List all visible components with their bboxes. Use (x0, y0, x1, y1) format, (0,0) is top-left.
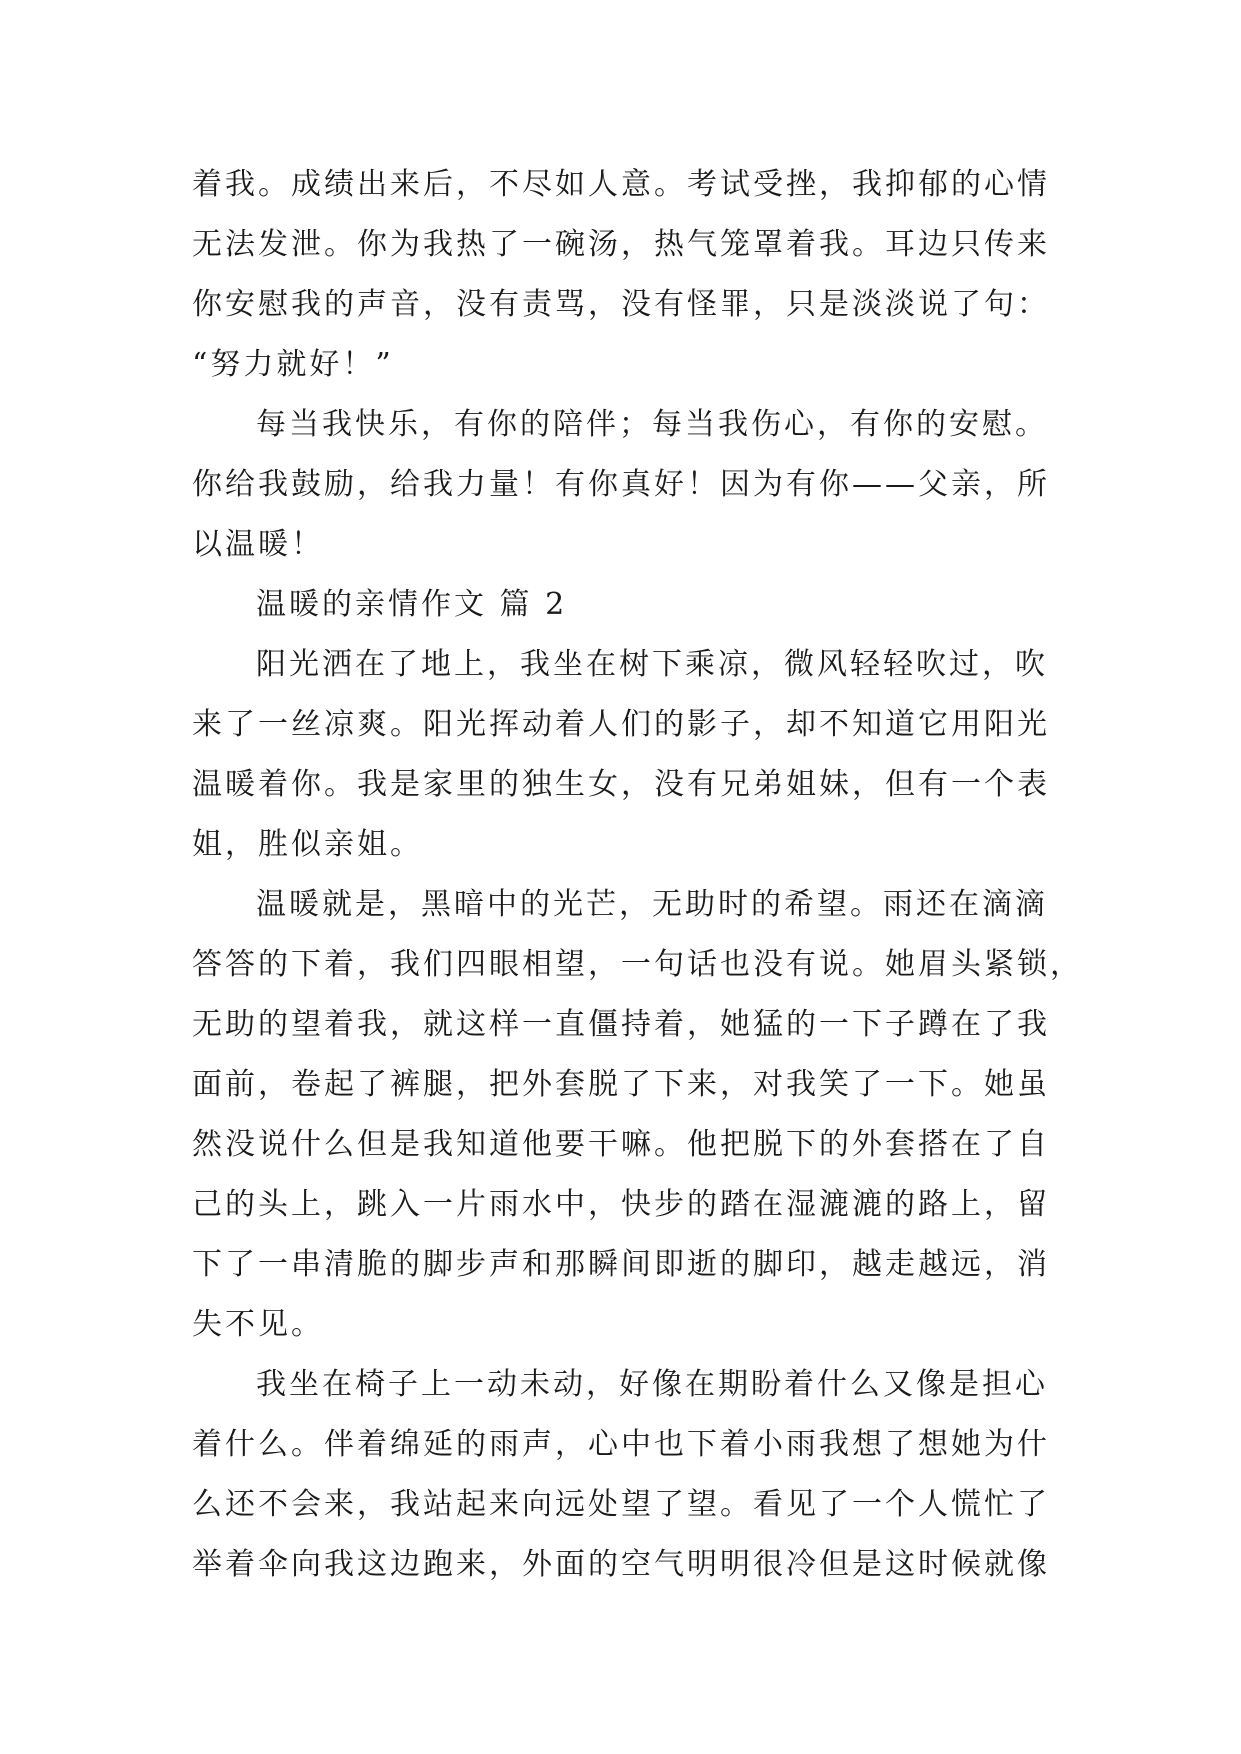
paragraph-line: 然没说什么但是我知道他要干嘛。他把脱下的外套搭在了自 (192, 1127, 1050, 1162)
paragraph-line: 下了一串清脆的脚步声和那瞬间即逝的脚印，越走越远，消 (192, 1247, 1050, 1282)
paragraph-line: 你安慰我的声音，没有责骂，没有怪罪，只是淡淡说了句： (192, 287, 1050, 322)
paragraph-line: 温暖就是，黑暗中的光芒，无助时的希望。雨还在滴滴 (256, 887, 1048, 922)
paragraph-line: 着我。成绩出来后，不尽如人意。考试受挫，我抑郁的心情 (192, 167, 1050, 202)
paragraph-line: 阳光洒在了地上，我坐在树下乘凉，微风轻轻吹过，吹 (256, 647, 1048, 682)
paragraph-line: 你给我鼓励，给我力量！有你真好！因为有你——父亲，所 (192, 467, 1050, 502)
section-heading: 温暖的亲情作文 篇 2 (256, 587, 568, 622)
paragraph-line: 温暖着你。我是家里的独生女，没有兄弟姐妹，但有一个表 (192, 767, 1050, 802)
paragraph-line: 己的头上，跳入一片雨水中，快步的踏在湿漉漉的路上，留 (192, 1187, 1050, 1222)
paragraph-line: 无助的望着我，就这样一直僵持着，她猛的一下子蹲在了我 (192, 1007, 1050, 1042)
paragraph-line: “努力就好！” (192, 347, 394, 382)
paragraph-line: 每当我快乐，有你的陪伴；每当我伤心，有你的安慰。 (256, 407, 1048, 442)
paragraph-line: 来了一丝凉爽。阳光挥动着人们的影子，却不知道它用阳光 (192, 707, 1050, 742)
paragraph-line: 无法发泄。你为我热了一碗汤，热气笼罩着我。耳边只传来 (192, 227, 1050, 262)
paragraph-line: 失不见。 (192, 1307, 324, 1342)
paragraph-line: 以温暖！ (192, 527, 324, 562)
paragraph-line: 么还不会来，我站起来向远处望了望。看见了一个人慌忙了 (192, 1487, 1050, 1522)
paragraph-line: 着什么。伴着绵延的雨声，心中也下着小雨我想了想她为什 (192, 1427, 1050, 1462)
paragraph-line: 我坐在椅子上一动未动，好像在期盼着什么又像是担心 (256, 1367, 1048, 1402)
paragraph-line: 面前，卷起了裤腿，把外套脱了下来，对我笑了一下。她虽 (192, 1067, 1050, 1102)
paragraph-line: 答答的下着，我们四眼相望，一句话也没有说。她眉头紧锁， (192, 947, 1083, 982)
paragraph-line: 举着伞向我这边跑来，外面的空气明明很冷但是这时候就像 (192, 1547, 1050, 1582)
paragraph-line: 姐，胜似亲姐。 (192, 827, 423, 862)
